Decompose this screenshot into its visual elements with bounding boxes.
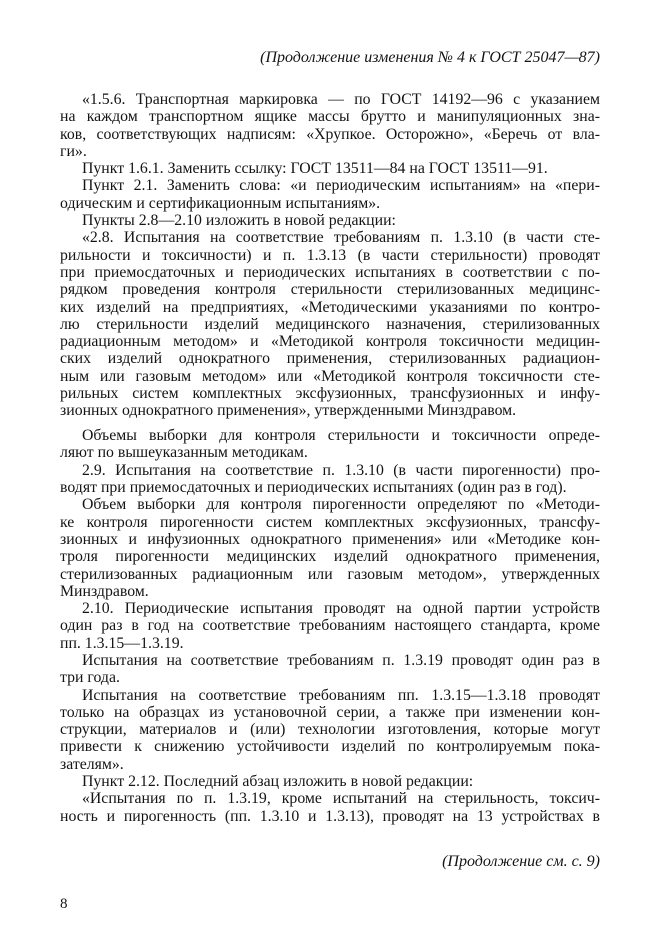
text-line: пп. 1.3.15—1.3.19. (60, 634, 184, 652)
running-header: (Продолжение изменения № 4 к ГОСТ 25047—87) (260, 49, 600, 66)
paragraph (60, 600, 600, 652)
paragraph (60, 462, 600, 497)
text-line: Испытания на соответствие требованиям пп. 1.3.15—1.3.18 проводят (82, 686, 600, 704)
text-line: Пункты 2.8—2.10 изложить в новой редакции: (82, 212, 396, 230)
text-line: стерилизованных радиационным или газовым методом», утвержденных (60, 565, 600, 583)
text-line: «1.5.6. Транспортная маркировка — по ГОСТ 14192—96 с указанием (82, 91, 600, 108)
text-line: ность и пирогенность (пп. 1.3.10 и 1.3.13), проводят на 13 устройствах в (60, 807, 600, 825)
text-line: рильных систем комплектных эксфузионных, трансфузионных и инфу- (60, 385, 600, 403)
text-line: водят при приемосдаточных и периодических испытаниях (один раз в год). (60, 479, 567, 497)
paragraph (60, 652, 600, 687)
page-number: 8 (60, 896, 68, 912)
paragraph (60, 212, 600, 229)
text-line: ков, соответствующих надписям: «Хрупкое. Осторожно», «Беречь от вла- (60, 125, 600, 143)
text-line: три года. (60, 669, 120, 687)
text-line: 2.9. Испытания на соответствие п. 1.3.10 (в части пирогенности) про- (82, 461, 600, 479)
text-line: один раз в год на соответствие требованиям настоящего стандарта, кроме (60, 617, 600, 635)
paragraph (60, 773, 600, 790)
text-line: «Испытания по п. 1.3.19, кроме испытаний на стерильность, токсич- (82, 790, 600, 808)
text-line: Минздравом. (60, 582, 149, 600)
text-line: Пункт 1.6.1. Заменить ссылку: ГОСТ 13511—84 на ГОСТ 13511—91. (82, 160, 548, 178)
paragraph (60, 790, 600, 825)
text-line: «2.8. Испытания на соответствие требованиям п. 1.3.10 (в части сте- (82, 229, 600, 247)
text-line: Объемы выборки для контроля стерильности и токсичности опреде- (82, 427, 600, 445)
text-line: троля пирогенности медицинских изделий однократного применения, (60, 548, 600, 566)
text-line: ских изделий однократного применения, стерилизованных радиацион- (60, 350, 600, 368)
continuation-note: (Продолжение см. с. 9) (442, 853, 600, 870)
text-line: привести к снижению устойчивости изделий по контролируемым пока- (60, 738, 600, 756)
text-line: ляют по вышеуказанным методикам. (60, 444, 308, 462)
text-line: ких изделий на предприятиях, «Методическими указаниями по контро- (60, 298, 600, 316)
text-line: на каждом транспортном ящике массы брутто и манипуляционных зна- (60, 108, 600, 126)
paragraph (60, 160, 600, 177)
paragraph (60, 177, 600, 212)
text-line: Пункт 2.12. Последний абзац изложить в новой редакции: (82, 773, 474, 791)
text-line: одическим и сертификационным испытаниям». (60, 194, 381, 212)
paragraph (60, 427, 600, 462)
text-line: Пункт 2.1. Заменить слова: «и периодическим испытаниям» на «пери- (82, 177, 600, 195)
text-line: рядком проведения контроля стерильности стерилизованных медицинс- (60, 281, 600, 299)
text-line: радиационным методом» и «Методикой контроля токсичности медицин- (60, 333, 600, 351)
text-line: лю стерильности изделий медицинского назначения, стерилизованных (60, 315, 600, 333)
text-line: только на образцах из установочной серии, а также при изменении кон- (60, 703, 600, 721)
text-line: 2.10. Периодические испытания проводят на одной партии устройств (82, 600, 600, 618)
text-line: Объем выборки для контроля пирогенности определяют по «Методи- (82, 496, 600, 514)
text-line: при приемосдаточных и периодических испытаниях в соответствии с по- (60, 263, 600, 281)
text-line: зионных однократного применения», утвержденными Минздравом. (60, 402, 517, 420)
document-body (60, 91, 600, 825)
text-line: Испытания на соответствие требованиям п. 1.3.19 проводят один раз в (82, 652, 600, 669)
paragraph (60, 229, 600, 419)
text-line: струкции, материалов и (или) технологии изготовления, которые могут (60, 721, 600, 739)
paragraph (60, 687, 600, 773)
text-line: рильности и токсичности) и п. 1.3.13 (в части стерильности) проводят (60, 246, 600, 264)
text-line: зателям». (60, 755, 124, 773)
text-line: ке контроля пирогенности систем комплектных эксфузионных, трансфу- (60, 513, 600, 531)
paragraph (60, 91, 600, 160)
text-line: ги». (60, 142, 87, 160)
paragraph (60, 496, 600, 600)
text-line: зионных и инфузионных однократного применения» или «Методике кон- (60, 530, 600, 548)
text-line: ным или газовым методом» или «Методикой контроля токсичности сте- (60, 367, 600, 385)
